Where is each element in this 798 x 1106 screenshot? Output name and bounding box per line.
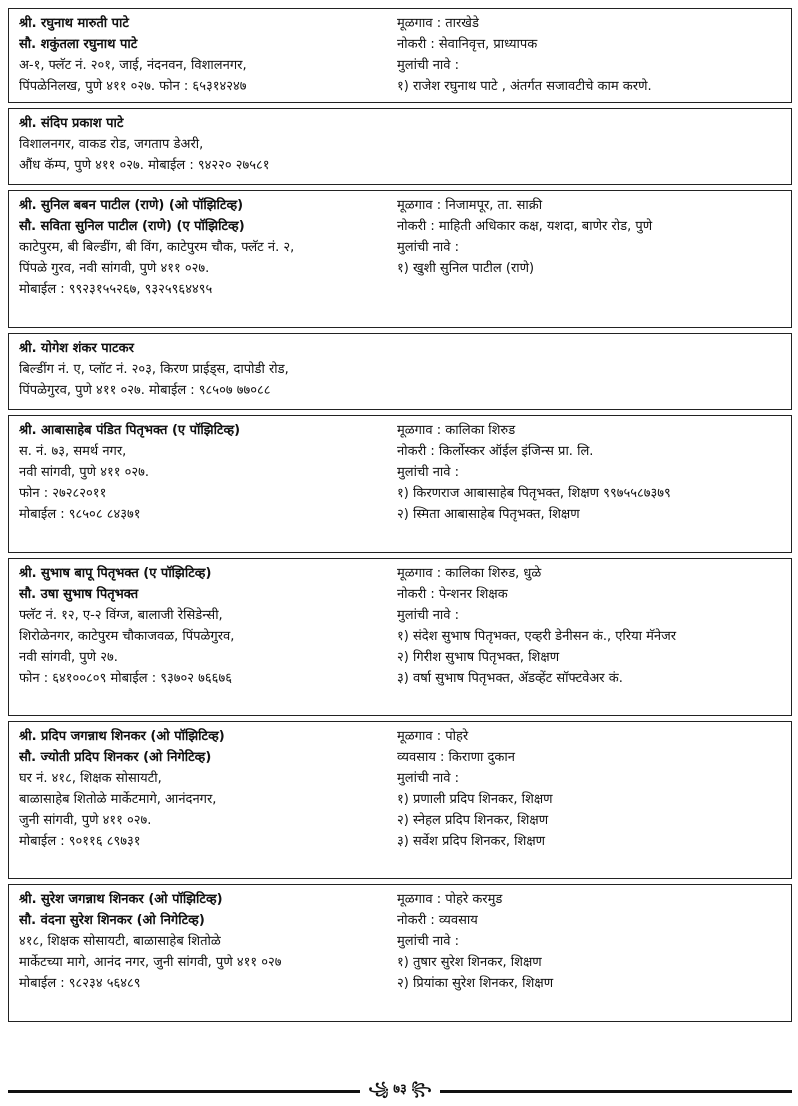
detail-line: २) स्मिता आबासाहेब पितृभक्त, शिक्षण xyxy=(397,507,580,522)
detail-line: मूळगाव : कालिका शिरुड xyxy=(397,423,516,438)
detail-line: १) खुशी सुनिल पाटील (राणे) xyxy=(397,261,535,276)
address-line: फोन : २७२८२०११ xyxy=(19,486,107,501)
detail-line: मूळगाव : तारखेडे xyxy=(397,16,479,31)
person-name: श्री. रघुनाथ मारुती पाटे xyxy=(19,16,129,31)
family-entry xyxy=(8,8,792,103)
address-line: जुनी सांगवी, पुणे ४११ ०२७. xyxy=(19,813,152,828)
entry-details-column xyxy=(397,563,781,711)
detail-line: मूळगाव : पोहरे xyxy=(397,729,469,744)
entry-address-column xyxy=(19,13,397,98)
detail-line: २) गिरीश सुभाष पितृभक्त, शिक्षण xyxy=(397,650,560,665)
page-number-value: ७३ xyxy=(393,1081,407,1097)
address-line: अ-१, फ्लॅट नं. २०१, जाई, नंदनवन, विशालनगर, xyxy=(19,58,247,73)
family-entry xyxy=(8,190,792,328)
page-footer xyxy=(8,1083,792,1099)
address-line: पिंपळे गुरव, नवी सांगवी, पुणे ४११ ०२७. xyxy=(19,261,210,276)
person-name: श्री. प्रदिप जगन्नाथ शिनकर (ओ पॉझिटिव्ह) xyxy=(19,729,225,744)
detail-line: २) स्नेहल प्रदिप शिनकर, शिक्षण xyxy=(397,813,549,828)
address-line: घर नं. ४१८, शिक्षक सोसायटी, xyxy=(19,771,162,786)
entry-address-column xyxy=(19,563,397,711)
entry-details-column xyxy=(397,338,781,405)
family-entry xyxy=(8,415,792,553)
family-entry xyxy=(8,333,792,410)
address-line: विशालनगर, वाकड रोड, जगताप डेअरी, xyxy=(19,137,204,152)
detail-line: मुलांची नावे : xyxy=(397,465,460,480)
footer-rule-left xyxy=(8,1090,360,1093)
address-line: नवी सांगवी, पुणे २७. xyxy=(19,650,118,665)
address-line: स. नं. ७३, समर्थ नगर, xyxy=(19,444,127,459)
address-line: नवी सांगवी, पुणे ४११ ०२७. xyxy=(19,465,150,480)
entry-address-column xyxy=(19,726,397,874)
person-name: श्री. सुरेश जगन्नाथ शिनकर (ओ पॉझिटिव्ह) xyxy=(19,892,223,907)
address-line: मार्केटच्या मागे, आनंद नगर, जुनी सांगवी, पुणे ४११ ०२७ xyxy=(19,955,282,970)
detail-line: नोकरी : सेवानिवृत्त, प्राध्यापक xyxy=(397,37,538,52)
entry-details-column xyxy=(397,726,781,874)
address-line: बाळासाहेब शितोळे मार्केटमागे, आनंदनगर, xyxy=(19,792,217,807)
detail-line: मुलांची नावे : xyxy=(397,240,460,255)
address-line: शिरोळेनगर, काटेपुरम चौकाजवळ, पिंपळेगुरव, xyxy=(19,629,235,644)
detail-line: १) तुषार सुरेश शिनकर, शिक्षण xyxy=(397,955,542,970)
person-name: श्री. सुनिल बबन पाटील (राणे) (ओ पॉझिटिव्ह) xyxy=(19,198,244,213)
address-line: पिंपळेगुरव, पुणे ४११ ०२७. मोबाईल : ९८५०७ ७७०८८ xyxy=(19,383,271,398)
detail-line: मुलांची नावे : xyxy=(397,58,460,73)
entry-list xyxy=(8,8,792,1022)
directory-page xyxy=(8,8,792,1027)
person-name: सौ. वंदना सुरेश शिनकर (ओ निगेटिव्ह) xyxy=(19,913,205,928)
entry-address-column xyxy=(19,113,397,180)
footer-ornament-right: ꧂ xyxy=(406,1081,432,1097)
address-line: फोन : ६४१००८०९ मोबाईल : ९३७०२ ७६६७६ xyxy=(19,671,232,686)
detail-line: १) प्रणाली प्रदिप शिनकर, शिक्षण xyxy=(397,792,553,807)
detail-line: मुलांची नावे : xyxy=(397,608,460,623)
detail-line: नोकरी : पेन्शनर शिक्षक xyxy=(397,587,508,602)
address-line: मोबाईल : ९८२३४ ५६४८९ xyxy=(19,976,141,991)
family-entry xyxy=(8,884,792,1022)
entry-details-column xyxy=(397,113,781,180)
address-line: मोबाईल : ९९२३१५५२६७, ९३२५९६४४९५ xyxy=(19,282,213,297)
entry-details-column xyxy=(397,889,781,1017)
address-line: मोबाईल : ९०११६ ८९७३१ xyxy=(19,834,141,849)
person-name: श्री. आबासाहेब पंडित पितृभक्त (ए पॉझिटिव्ह) xyxy=(19,423,241,438)
person-name: श्री. सुभाष बापू पितृभक्त (ए पॉझिटिव्ह) xyxy=(19,566,212,581)
detail-line: मूळगाव : कालिका शिरुड, धुळे xyxy=(397,566,542,581)
detail-line: २) प्रियांका सुरेश शिनकर, शिक्षण xyxy=(397,976,554,991)
person-name: सौ. ज्योती प्रदिप शिनकर (ओ निगेटिव्ह) xyxy=(19,750,212,765)
detail-line: १) राजेश रघुनाथ पाटे , अंतर्गत सजावटीचे काम करणे. xyxy=(397,79,652,94)
detail-line: ३) वर्षा सुभाष पितृभक्त, ॲडव्हेंट सॉफ्टवेअर कं. xyxy=(397,671,623,686)
entry-details-column xyxy=(397,195,781,323)
entry-address-column xyxy=(19,889,397,1017)
footer-ornament-left: ꧁ xyxy=(368,1081,394,1097)
address-line: मोबाईल : ९८५०८ ८४३७१ xyxy=(19,507,141,522)
person-name: सौ. शकुंतला रघुनाथ पाटे xyxy=(19,37,138,52)
entry-details-column xyxy=(397,13,781,98)
entry-details-column xyxy=(397,420,781,548)
detail-line: व्यवसाय : किराणा दुकान xyxy=(397,750,515,765)
person-name: सौ. उषा सुभाष पितृभक्त xyxy=(19,587,139,602)
address-line: फ्लॅट नं. १२, ए-२ विंग्ज, बालाजी रेसिडेन्सी, xyxy=(19,608,223,623)
address-line: ४१८, शिक्षक सोसायटी, बाळासाहेब शितोळे xyxy=(19,934,221,949)
address-line: काटेपुरम, बी बिल्डींग, बी विंग, काटेपुरम चौक, फ्लॅट नं. २, xyxy=(19,240,295,255)
footer-rule-right xyxy=(440,1090,792,1093)
detail-line: १) किरणराज आबासाहेब पितृभक्त, शिक्षण ९९७५५८७३७९ xyxy=(397,486,671,501)
address-line: औंध कॅम्प, पुणे ४११ ०२७. मोबाईल : ९४२२० २७५८१ xyxy=(19,158,270,173)
detail-line: नोकरी : किर्लोस्कर ऑईल इंजिन्स प्रा. लि. xyxy=(397,444,594,459)
detail-line: मुलांची नावे : xyxy=(397,771,460,786)
entry-address-column xyxy=(19,338,397,405)
page-number xyxy=(360,1078,439,1105)
detail-line: मुलांची नावे : xyxy=(397,934,460,949)
detail-line: नोकरी : व्यवसाय xyxy=(397,913,478,928)
detail-line: ३) सर्वेश प्रदिप शिनकर, शिक्षण xyxy=(397,834,546,849)
family-entry xyxy=(8,721,792,879)
address-line: पिंपळेनिलख, पुणे ४११ ०२७. फोन : ६५३१४२४७ xyxy=(19,79,247,94)
detail-line: नोकरी : माहिती अधिकार कक्ष, यशदा, बाणेर रोड, पुणे xyxy=(397,219,653,234)
person-name: श्री. योगेश शंकर पाटकर xyxy=(19,341,134,356)
detail-line: मूळगाव : पोहरे करमुड xyxy=(397,892,503,907)
family-entry xyxy=(8,108,792,185)
address-line: बिल्डींग नं. ए, प्लॉट नं. २०३, किरण प्राईड्स, दापोडी रोड, xyxy=(19,362,289,377)
person-name: श्री. संदिप प्रकाश पाटे xyxy=(19,116,124,131)
person-name: सौ. सविता सुनिल पाटील (राणे) (ए पॉझिटिव्ह) xyxy=(19,219,245,234)
family-entry xyxy=(8,558,792,716)
entry-address-column xyxy=(19,195,397,323)
entry-address-column xyxy=(19,420,397,548)
detail-line: १) संदेश सुभाष पितृभक्त, एव्हरी डेनीसन कं., एरिया मॅनेजर xyxy=(397,629,677,644)
detail-line: मूळगाव : निजामपूर, ता. साक्री xyxy=(397,198,543,213)
